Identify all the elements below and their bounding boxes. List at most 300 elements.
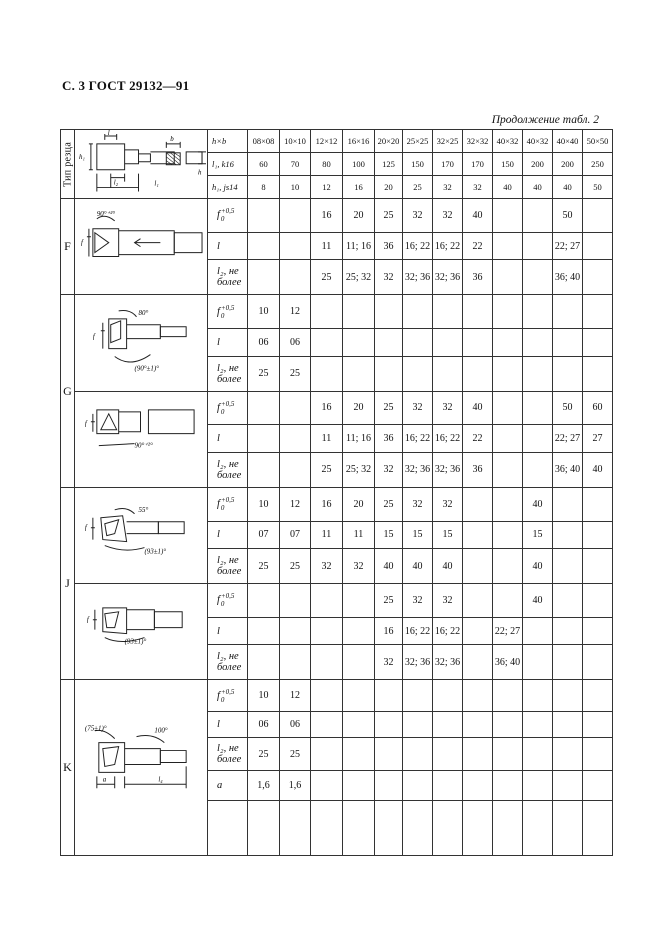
- empty-cell: [280, 801, 311, 856]
- value-cell: [493, 549, 523, 584]
- value-cell: 06: [280, 712, 311, 738]
- value-cell: 06: [248, 712, 280, 738]
- hdr-b-label: b: [170, 135, 174, 144]
- header-value-cell: 40: [553, 176, 583, 199]
- value-cell: [403, 771, 433, 801]
- empty-cell: [343, 801, 375, 856]
- value-cell: 11: [311, 232, 343, 260]
- type-letter-g: G: [61, 295, 75, 488]
- header-value-cell: 10×10: [280, 130, 311, 153]
- param-label-l2: l₂, не более: [208, 260, 248, 295]
- value-cell: 32; 36: [403, 452, 433, 487]
- empty-cell: [553, 801, 583, 856]
- param-label-l: l: [208, 425, 248, 453]
- value-cell: 32; 36: [433, 452, 463, 487]
- value-cell: [523, 295, 553, 329]
- value-cell: 32; 36: [403, 260, 433, 295]
- param-f-base: 0: [220, 215, 225, 224]
- value-cell: [463, 329, 493, 357]
- value-cell: [463, 771, 493, 801]
- empty-cell: [523, 801, 553, 856]
- sketch-cell-g-0: [75, 295, 208, 391]
- value-cell: 36; 40: [553, 260, 583, 295]
- value-cell: [493, 738, 523, 771]
- value-cell: 50: [553, 391, 583, 425]
- value-cell: [523, 329, 553, 357]
- sketch-type-j1: [75, 488, 207, 583]
- value-cell: [463, 738, 493, 771]
- value-cell: [311, 584, 343, 618]
- param-label-l: l: [208, 329, 248, 357]
- value-cell: 25: [311, 260, 343, 295]
- value-cell: [343, 771, 375, 801]
- value-cell: [248, 391, 280, 425]
- value-cell: [553, 329, 583, 357]
- value-cell: [280, 260, 311, 295]
- value-cell: [523, 645, 553, 680]
- value-cell: 11; 16: [343, 232, 375, 260]
- k-angle2-label: 100°: [154, 727, 168, 736]
- value-cell: 25: [248, 549, 280, 584]
- value-cell: [583, 617, 613, 645]
- param-f-tol: +0,5: [220, 303, 235, 312]
- header-value-cell: 40×40: [553, 130, 583, 153]
- value-cell: 25: [311, 452, 343, 487]
- f-angle-label: 90°⁺²°: [96, 209, 116, 218]
- sketch-type-j2: [75, 584, 207, 679]
- param-f-symbol: f: [217, 594, 220, 606]
- value-cell: [583, 771, 613, 801]
- hdr-l1-label: l₁: [154, 179, 159, 188]
- value-cell: 36: [463, 260, 493, 295]
- value-cell: [343, 738, 375, 771]
- param-f-tol: +0,5: [220, 592, 235, 601]
- value-cell: [523, 738, 553, 771]
- value-cell: [523, 260, 553, 295]
- value-cell: [523, 425, 553, 453]
- g1-angle2-label: (90°±1)°: [134, 364, 159, 373]
- header-value-cell: 12: [311, 176, 343, 199]
- value-cell: 16; 22: [403, 425, 433, 453]
- value-cell: [403, 712, 433, 738]
- j1-angle2-label: (93±1)°: [144, 547, 167, 556]
- value-cell: 06: [248, 329, 280, 357]
- value-cell: [403, 680, 433, 712]
- value-cell: [583, 329, 613, 357]
- value-cell: 32: [403, 487, 433, 521]
- value-cell: [433, 356, 463, 391]
- value-cell: [248, 617, 280, 645]
- value-cell: [553, 356, 583, 391]
- value-cell: 16; 22: [403, 232, 433, 260]
- value-cell: [280, 452, 311, 487]
- g2-angle-label: 90°⁺²°: [134, 441, 153, 450]
- continuation-label: Продолжение табл. 2: [491, 114, 599, 126]
- value-cell: 07: [248, 521, 280, 549]
- value-cell: 40: [523, 487, 553, 521]
- f-f-label: f: [80, 238, 83, 247]
- value-cell: [403, 356, 433, 391]
- page-header: С. 3 ГОСТ 29132—91: [62, 78, 190, 93]
- value-cell: 25: [280, 738, 311, 771]
- value-cell: [493, 521, 523, 549]
- value-cell: 11; 16: [343, 425, 375, 453]
- tool-dimensions-table: [60, 129, 613, 856]
- param-label-l: l: [208, 232, 248, 260]
- header-value-cell: 170: [463, 153, 493, 176]
- value-cell: 25: [375, 487, 403, 521]
- header-value-cell: 80: [311, 153, 343, 176]
- header-value-cell: 100: [343, 153, 375, 176]
- value-cell: 50: [553, 199, 583, 233]
- header-value-cell: 40: [523, 176, 553, 199]
- value-cell: [583, 584, 613, 618]
- value-cell: 07: [280, 521, 311, 549]
- header-value-cell: 200: [523, 153, 553, 176]
- header-value-cell: 16×16: [343, 130, 375, 153]
- value-cell: [493, 487, 523, 521]
- header-sketch: [75, 130, 208, 199]
- value-cell: 22; 27: [493, 617, 523, 645]
- value-cell: [583, 521, 613, 549]
- value-cell: 15: [523, 521, 553, 549]
- value-cell: 32; 36: [433, 645, 463, 680]
- value-cell: [493, 391, 523, 425]
- header-value-cell: 40×32: [523, 130, 553, 153]
- param-f-symbol: f: [217, 402, 220, 414]
- sketch-cell-k-0: [75, 680, 208, 856]
- header-value-cell: 25: [403, 176, 433, 199]
- value-cell: [343, 356, 375, 391]
- value-cell: [311, 771, 343, 801]
- value-cell: 32: [433, 584, 463, 618]
- value-cell: [553, 738, 583, 771]
- row-g-1-f: [61, 391, 613, 425]
- value-cell: [280, 199, 311, 233]
- hdr-l-label: l: [107, 130, 110, 138]
- value-cell: 06: [280, 329, 311, 357]
- value-cell: 32: [375, 645, 403, 680]
- value-cell: [343, 712, 375, 738]
- value-cell: [553, 712, 583, 738]
- value-cell: 40: [375, 549, 403, 584]
- value-cell: [343, 680, 375, 712]
- value-cell: [493, 295, 523, 329]
- value-cell: 20: [343, 391, 375, 425]
- header-value-cell: 50: [583, 176, 613, 199]
- value-cell: 16: [311, 487, 343, 521]
- value-cell: [523, 199, 553, 233]
- value-cell: [553, 549, 583, 584]
- value-cell: [523, 680, 553, 712]
- j2-f-label: f: [86, 615, 89, 624]
- value-cell: [493, 199, 523, 233]
- value-cell: 16; 22: [433, 232, 463, 260]
- value-cell: [493, 680, 523, 712]
- header-cutter-sketch: [75, 130, 207, 197]
- param-label-l: l: [208, 521, 248, 549]
- value-cell: [248, 232, 280, 260]
- value-cell: [463, 549, 493, 584]
- value-cell: [583, 549, 613, 584]
- value-cell: 15: [433, 521, 463, 549]
- value-cell: [280, 645, 311, 680]
- value-cell: 22; 27: [553, 232, 583, 260]
- header-value-cell: 32×25: [433, 130, 463, 153]
- value-cell: 22: [463, 425, 493, 453]
- value-cell: 1,6: [248, 771, 280, 801]
- param-label-l2: l₂, не более: [208, 452, 248, 487]
- row-f-0-f: [61, 199, 613, 233]
- row-j-1-f: [61, 584, 613, 618]
- value-cell: 20: [343, 199, 375, 233]
- value-cell: 16: [311, 391, 343, 425]
- header-value-cell: 20: [375, 176, 403, 199]
- value-cell: [553, 521, 583, 549]
- header-label-l1: l₁, k16: [208, 153, 248, 176]
- header-value-cell: 40×32: [493, 130, 523, 153]
- value-cell: [463, 356, 493, 391]
- value-cell: 32: [433, 199, 463, 233]
- value-cell: [403, 329, 433, 357]
- header-value-cell: 32: [433, 176, 463, 199]
- value-cell: 16; 22: [433, 425, 463, 453]
- value-cell: [280, 584, 311, 618]
- sketch-type-f: [75, 199, 207, 294]
- value-cell: [463, 680, 493, 712]
- value-cell: [433, 712, 463, 738]
- param-f-symbol: f: [217, 690, 220, 702]
- value-cell: [375, 295, 403, 329]
- value-cell: 20: [343, 487, 375, 521]
- value-cell: 25: [375, 199, 403, 233]
- value-cell: [493, 452, 523, 487]
- value-cell: 25: [248, 738, 280, 771]
- value-cell: [583, 712, 613, 738]
- empty-cell: [583, 801, 613, 856]
- type-letter-k: K: [61, 680, 75, 856]
- empty-cell: [311, 801, 343, 856]
- empty-cell: [433, 801, 463, 856]
- header-row-hb: [61, 130, 613, 153]
- value-cell: [463, 295, 493, 329]
- value-cell: [248, 452, 280, 487]
- param-label-f: [208, 487, 248, 521]
- value-cell: 25; 32: [343, 260, 375, 295]
- value-cell: [583, 232, 613, 260]
- g2-f-label: f: [84, 419, 87, 428]
- value-cell: 36: [375, 232, 403, 260]
- param-f-symbol: f: [217, 498, 220, 510]
- value-cell: 40: [523, 584, 553, 618]
- sketch-type-g2: [75, 392, 207, 487]
- header-value-cell: 60: [248, 153, 280, 176]
- value-cell: 22: [463, 232, 493, 260]
- value-cell: [493, 425, 523, 453]
- param-f-tol: +0,5: [220, 207, 235, 216]
- value-cell: [433, 680, 463, 712]
- k-l4-label: l₄: [158, 775, 163, 784]
- g1-angle-label: 80°: [138, 309, 149, 318]
- value-cell: [248, 260, 280, 295]
- k-a-label: a: [102, 775, 107, 784]
- value-cell: [248, 584, 280, 618]
- type-letter-j: J: [61, 487, 75, 680]
- param-label-l2: l₂, не более: [208, 549, 248, 584]
- value-cell: 12: [280, 295, 311, 329]
- value-cell: [493, 356, 523, 391]
- value-cell: 32; 36: [403, 645, 433, 680]
- value-cell: [375, 738, 403, 771]
- value-cell: [311, 295, 343, 329]
- value-cell: [493, 771, 523, 801]
- value-cell: 27: [583, 425, 613, 453]
- value-cell: 36: [375, 425, 403, 453]
- j2-angle-label: (93±1)°: [124, 637, 147, 646]
- value-cell: [248, 645, 280, 680]
- value-cell: [403, 738, 433, 771]
- param-f-base: 0: [220, 504, 225, 513]
- value-cell: [375, 712, 403, 738]
- value-cell: [523, 771, 553, 801]
- value-cell: 40: [523, 549, 553, 584]
- value-cell: [583, 487, 613, 521]
- value-cell: [493, 232, 523, 260]
- header-value-cell: 70: [280, 153, 311, 176]
- value-cell: 25: [375, 391, 403, 425]
- value-cell: [523, 617, 553, 645]
- value-cell: [375, 329, 403, 357]
- value-cell: [583, 295, 613, 329]
- value-cell: 11: [343, 521, 375, 549]
- row-j-0-f: [61, 487, 613, 521]
- value-cell: 32: [403, 391, 433, 425]
- value-cell: [433, 295, 463, 329]
- value-cell: 22; 27: [553, 425, 583, 453]
- value-cell: [280, 425, 311, 453]
- value-cell: 32: [403, 199, 433, 233]
- header-value-cell: 200: [553, 153, 583, 176]
- value-cell: 32: [375, 260, 403, 295]
- value-cell: [433, 329, 463, 357]
- value-cell: [493, 329, 523, 357]
- header-value-cell: 150: [493, 153, 523, 176]
- header-value-cell: 10: [280, 176, 311, 199]
- hdr-h1-label: h₁: [78, 153, 85, 162]
- value-cell: [583, 356, 613, 391]
- hdr-l2-label: l₂: [113, 178, 119, 187]
- value-cell: [463, 487, 493, 521]
- value-cell: [553, 295, 583, 329]
- header-value-cell: 32×32: [463, 130, 493, 153]
- header-value-cell: 20×20: [375, 130, 403, 153]
- value-cell: [403, 295, 433, 329]
- param-f-tol: +0,5: [220, 399, 235, 408]
- value-cell: [493, 260, 523, 295]
- value-cell: 11: [311, 521, 343, 549]
- value-cell: [523, 452, 553, 487]
- value-cell: [311, 712, 343, 738]
- value-cell: [463, 645, 493, 680]
- value-cell: [523, 712, 553, 738]
- value-cell: [248, 199, 280, 233]
- value-cell: 11: [311, 425, 343, 453]
- header-value-cell: 170: [433, 153, 463, 176]
- param-label-l2: l₂, не более: [208, 356, 248, 391]
- value-cell: 32: [433, 487, 463, 521]
- header-value-cell: 40: [493, 176, 523, 199]
- param-label-l2: l₂, не более: [208, 738, 248, 771]
- value-cell: 25: [280, 549, 311, 584]
- value-cell: 12: [280, 487, 311, 521]
- value-cell: [311, 329, 343, 357]
- value-cell: 15: [375, 521, 403, 549]
- row-g-0-f: [61, 295, 613, 329]
- value-cell: [553, 487, 583, 521]
- value-cell: 40: [433, 549, 463, 584]
- value-cell: [343, 295, 375, 329]
- sketch-cell-f-0: [75, 199, 208, 295]
- row-k-0-f: [61, 680, 613, 712]
- param-f-base: 0: [220, 695, 225, 704]
- value-cell: [311, 680, 343, 712]
- sketch-cell-j-0: [75, 487, 208, 583]
- header-value-cell: 12×12: [311, 130, 343, 153]
- j1-angle-label: 55°: [138, 505, 149, 514]
- sketch-cell-j-1: [75, 584, 208, 680]
- value-cell: [311, 617, 343, 645]
- param-f-tol: +0,5: [220, 687, 235, 696]
- value-cell: [463, 712, 493, 738]
- value-cell: 1,6: [280, 771, 311, 801]
- param-f-base: 0: [220, 600, 225, 609]
- value-cell: [583, 199, 613, 233]
- header-value-cell: 25×25: [403, 130, 433, 153]
- value-cell: [553, 584, 583, 618]
- value-cell: [583, 738, 613, 771]
- param-label-f: [208, 295, 248, 329]
- value-cell: 16: [311, 199, 343, 233]
- header-value-cell: 16: [343, 176, 375, 199]
- value-cell: 32; 36: [433, 260, 463, 295]
- param-label-a: a: [208, 771, 248, 801]
- value-cell: 25: [280, 356, 311, 391]
- value-cell: 16; 22: [433, 617, 463, 645]
- param-f-symbol: f: [217, 306, 220, 318]
- value-cell: [463, 584, 493, 618]
- type-column-header: Тип резца: [61, 130, 75, 199]
- param-label-f: [208, 680, 248, 712]
- value-cell: 25; 32: [343, 452, 375, 487]
- value-cell: [523, 356, 553, 391]
- value-cell: [523, 391, 553, 425]
- value-cell: 32: [343, 549, 375, 584]
- value-cell: [553, 645, 583, 680]
- value-cell: [343, 584, 375, 618]
- param-label-f: [208, 391, 248, 425]
- value-cell: [343, 329, 375, 357]
- value-cell: [248, 425, 280, 453]
- k-angle1-label: (75±1)°: [84, 725, 107, 734]
- header-value-cell: 8: [248, 176, 280, 199]
- header-value-cell: 32: [463, 176, 493, 199]
- value-cell: [375, 771, 403, 801]
- value-cell: [375, 680, 403, 712]
- value-cell: 60: [583, 391, 613, 425]
- value-cell: [553, 680, 583, 712]
- value-cell: 10: [248, 295, 280, 329]
- value-cell: [583, 680, 613, 712]
